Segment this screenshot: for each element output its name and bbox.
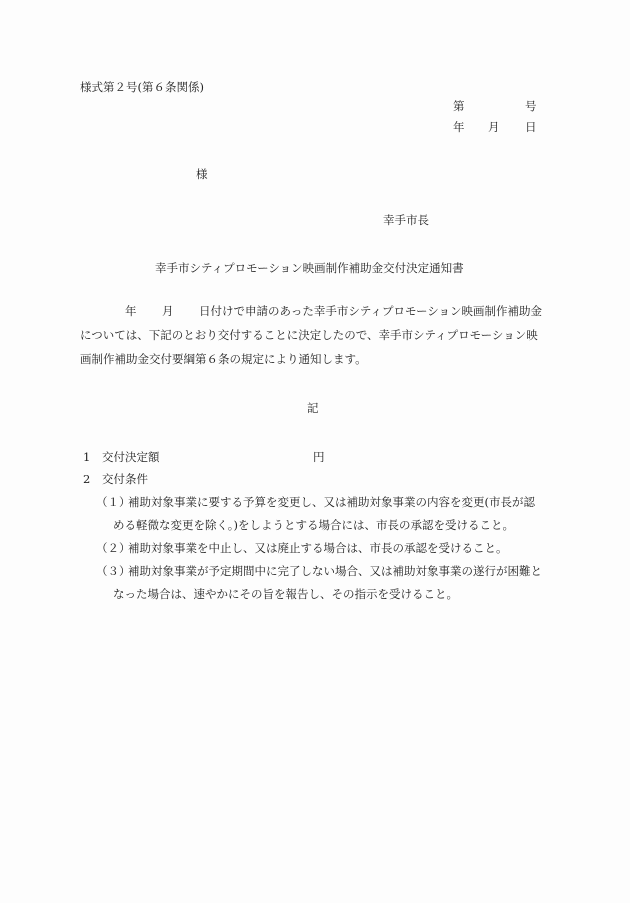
number-prefix: 第 — [453, 99, 465, 113]
condition-3-line-2: なった場合は、速やかにその旨を報告し、その指示を受けること。 — [113, 587, 458, 601]
date-month: 月 — [488, 120, 500, 134]
body-month: 月 — [162, 304, 174, 318]
document-title: 幸手市シティプロモーション映画制作補助金交付決定通知書 — [155, 261, 464, 275]
date-day: 日 — [525, 120, 537, 134]
item-2-number: 2 — [83, 472, 91, 486]
form-label: 様式第２号(第６条関係) — [80, 80, 204, 94]
number-suffix: 号 — [525, 99, 537, 113]
condition-3-line-1: 補助対象事業が予定期間中に完了しない場合、又は補助対象事業の遂行が困難と — [128, 564, 542, 578]
item-1-unit: 円 — [313, 450, 325, 464]
item-2-label: 交付条件 — [102, 472, 148, 486]
body-line-3: 画制作補助金交付要綱第６条の規定により通知します。 — [80, 352, 367, 366]
date-year: 年 — [453, 120, 465, 134]
addressee-suffix: 様 — [196, 167, 208, 181]
condition-1-line-2: める軽微な変更を除く。)をしようとする場合には、市長の承認を受けること。 — [113, 518, 515, 532]
issuer-name: 幸手市長 — [383, 213, 429, 227]
body-line-2: については、下記のとおり交付することに決定したので、幸手市シティプロモーション映 — [80, 328, 538, 342]
condition-2-number: （２） — [96, 541, 131, 555]
ki-heading: 記 — [307, 401, 319, 415]
condition-3-number: （３） — [96, 564, 131, 578]
condition-1-line-1: 補助対象事業に要する予算を変更し、又は補助対象事業の内容を変更(市長が認 — [128, 495, 535, 509]
body-line-1: 日付けで申請のあった幸手市シティプロモーション映画制作補助金 — [199, 304, 543, 318]
item-1-label: 交付決定額 — [102, 450, 160, 464]
body-year: 年 — [125, 304, 137, 318]
item-1-number: 1 — [83, 450, 91, 464]
condition-2-line-1: 補助対象事業を中止し、又は廃止する場合は、市長の承認を受けること。 — [128, 541, 508, 555]
condition-1-number: （１） — [96, 495, 131, 509]
